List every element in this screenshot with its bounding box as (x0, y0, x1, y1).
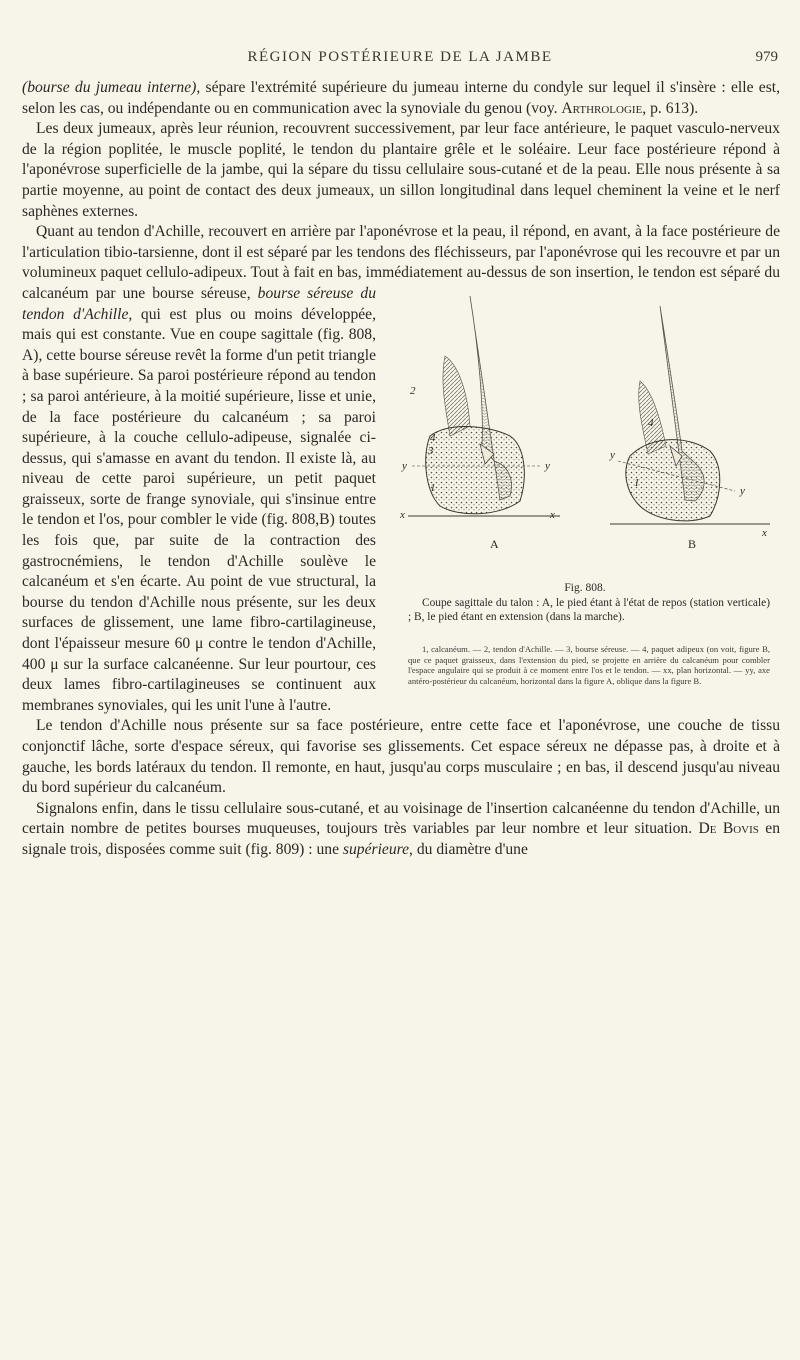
figure-illustration (390, 286, 780, 566)
label-x-left-a: x (400, 508, 405, 521)
label-y-left-b: y (610, 448, 615, 461)
italic-term: bourse séreuse du tendon d'Achille (22, 284, 376, 323)
label-1-b: 1 (634, 476, 640, 489)
italic-term: (bourse du jumeau interne) (22, 79, 197, 96)
running-head (0, 49, 800, 71)
figure-808 (390, 284, 780, 686)
label-x-right-a: x (550, 508, 555, 521)
panel-b-label: B (688, 536, 697, 551)
label-2-a: 2 (410, 384, 416, 397)
panel-a-label: A (490, 536, 499, 551)
figure-legend: 1, calcanéum. — 2, tendon d'Achille. — 3, bourse séreuse. — 4, paquet adipeux (on voit, figure B, que ce paquet graisseux, dans l'extension du pied, se projette en arrière du calcanéum pour combler l'espace angulaire qui se produit à ce moment entre l'os et le tendon. — xx, plan horizontal. — yy, axe antéro-postérieur du calcanéum, horizontal dans la figure A, oblique dans la figure B. (408, 643, 770, 686)
paragraph-2: Les deux jumeaux, après leur réunion, recouvrent successivement, par leur face antérieure, le paquet vasculo-nerveux de la région poplitée, le muscle poplité, le tendon du plantaire grêle et le soléaire. Leur face postérieure répond à l'aponévrose superficielle de la jambe, qui la sépare du tissu cellulaire sous-cutané et de la peau. Elle nous présente à sa partie moyenne, au point de contact des deux jumeaux, un sillon longitudinal dans lequel cheminent la veine et le nerf saphènes externes. (22, 120, 780, 220)
italic-term: supérieure (342, 840, 410, 858)
paragraph-3: Quant au tendon d'Achille, recouvert en arrière par l'aponévrose et la peau, il répond, en avant, à la face postérieure de l'articulation tibio-tarsienne, dont il est séparé par les tendons des fléchisseurs, par l'aponévrose qui les recouvre et par un volumineux paquet cellulo-adipeux. Tout à fait en bas, immédiatement au-dessus de son insertion, le tendon est séparé du calcanéum par une bourse séreuse, 2 4 3 y y 1 x x A 4 y y 1 x B Fig. 808. Coupe sagittale du talon : A, le pied étant à l'état de repos (station verticale) ; B, le pied étant en extension (dans la marche). 1, calcanéum. — 2, tendon d'Achille. — 3, bourse séreuse. — 4, paquet adipeux (on voit, figure B, que ce paquet graisseux, dans l'extension du pied, se projette en arrière du calcanéum pour combler l'espace angulaire qui se produit à ce moment entre l'os et le tendon. — xx, plan horizontal. — yy, axe antéro-postérieur du calcanéum, horizontal dans la figure A, oblique dans la figure B. bourse séreuse du tendon d'Achille, qui est plus ou moins développée, mais qui est constante. Vue en coupe sagittale (fig. 808, A), cette bourse séreuse revêt la forme d'un petit triangle à base supérieure. Sa paroi postérieure répond au tendon ; sa paroi antérieure, à la moitié supérieure, lisse et unie, de la face postérieure du calcanéum ; sa paroi supérieure, à la couche cellulo-adipeuse, signalée ci-dessus, qui s'amasse en avant du tendon. Il existe là, au niveau de cette paroi supérieure, un petit paquet graisseux, sorte de frange synoviale, qui s'insinue entre le tendon et l'os, pour combler le vide (fig. 808,B) toutes les fois que, par suite de la contraction des gastrocnémiens, le tendon d'Achille soulève le calcanéum et s'en écarte. Au point de vue structural, la bourse du tendon d'Achille nous présente, sur les deux surfaces de glissement, une lame fibro-cartilagineuse, dont l'épaisseur mesure 60 μ contre le tendon d'Achille, 400 μ sur la surface calcanéenne. Sur leur pourtour, ces deux lames fibro-cartilagineuses se continuent aux membranes synoviales, qui les unit l'une à l'autre. (22, 223, 780, 714)
label-3-a: 3 (428, 444, 434, 457)
paragraph-5: Signalons enfin, dans le tissu cellulaire sous-cutané, et au voisinage de l'insertion calcanéenne du tendon d'Achille, un certain nombre de petites bourses muqueuses, toujours très variables par leur nombre et leur situation. De Bovis en signale trois, disposées comme suit (fig. 809) : une supérieure, du diamètre d'une (22, 799, 780, 858)
label-x-right-b: x (762, 526, 767, 539)
label-y-right-a: y (545, 459, 550, 472)
label-y-right-b: y (740, 484, 745, 497)
panel-a (399, 296, 560, 551)
label-4-a: 4 (430, 431, 436, 444)
paragraph-1: (bourse du jumeau interne), sépare l'extrémité supérieure du jumeau interne du condyle sur lequel il s'insère : elle est, selon les cas, ou indépendante ou en communication avec la synoviale du genou (voy. Arthrologie, p. 613). (22, 79, 780, 117)
fat-pad-a (443, 356, 470, 436)
panel-b (609, 306, 770, 551)
cross-reference: Arthrologie (561, 99, 643, 117)
page-number: 979 (755, 49, 778, 65)
calcaneum-a (426, 426, 525, 513)
label-y-left-a: y (402, 459, 407, 472)
running-head-title: RÉGION POSTÉRIEURE DE LA JAMBE (247, 49, 553, 65)
label-1-a: 1 (430, 481, 436, 494)
author-name: De Bovis (698, 820, 759, 838)
body-text (22, 78, 780, 861)
figure-caption: Coupe sagittale du talon : A, le pied étant à l'état de repos (station verticale) ; B, le pied étant en extension (dans la marche). (408, 596, 770, 623)
figure-title: Fig. 808. (564, 581, 606, 594)
label-4-b: 4 (648, 416, 654, 429)
paragraph-4: Le tendon d'Achille nous présente sur sa face postérieure, entre cette face et l'aponévrose, une couche de tissu conjonctif lâche, sorte d'espace séreux, qui favorise ses glissements. Cet espace séreux ne dépasse pas, à droite et à gauche, les bords latéraux du tendon. Il remonte, en haut, jusqu'au corps musculaire ; en bas, il descend jusqu'au niveau du bord supérieur du calcanéum. (22, 717, 780, 797)
